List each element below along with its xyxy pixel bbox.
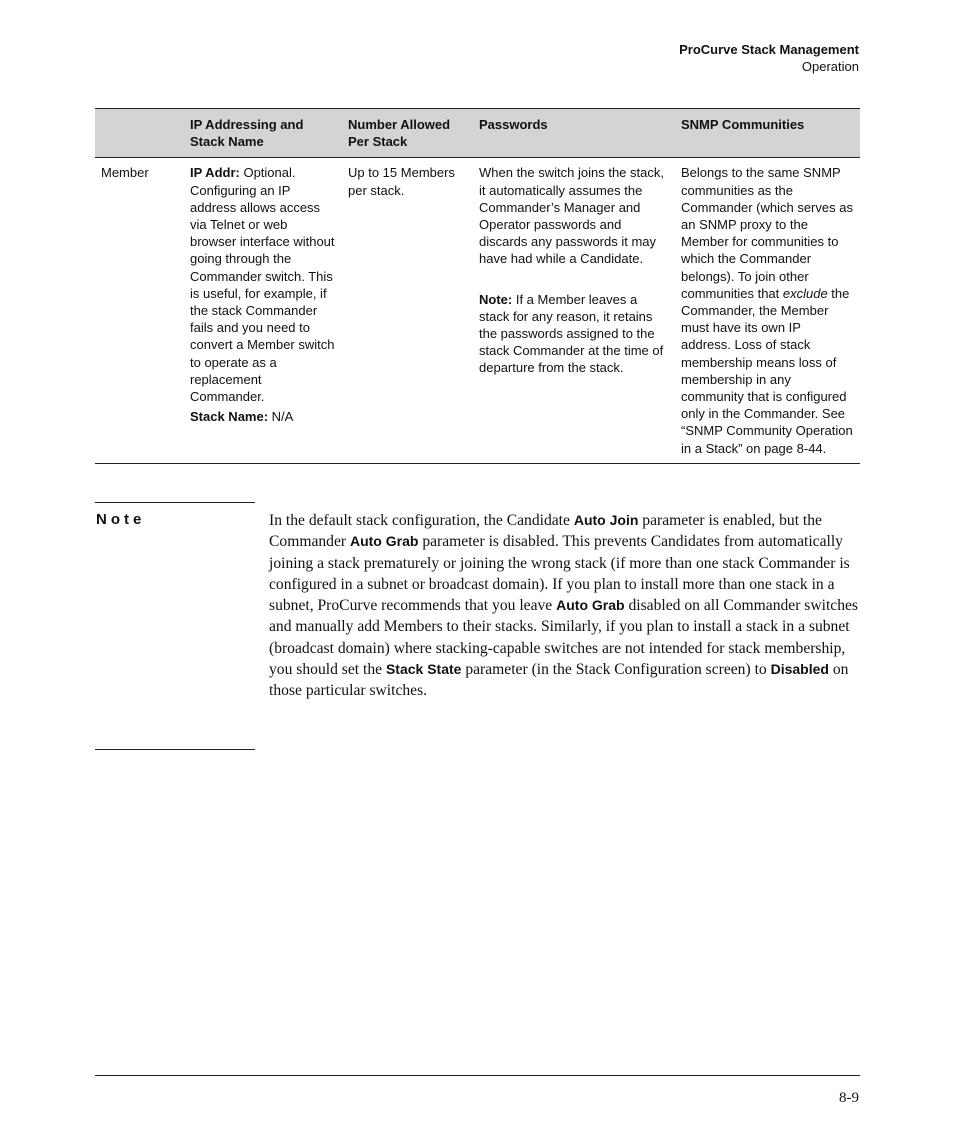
stack-state-keyword: Stack State (385, 661, 462, 678)
snmp-cell (675, 158, 860, 463)
note-text: parameter is enabled, but the Commander (269, 512, 822, 551)
column-header-ip-addressing: IP Addressing and Stack Name (184, 109, 342, 158)
auto-grab-keyword: Auto Grab (349, 533, 419, 550)
ip-addressing-cell (184, 158, 342, 463)
passwords-note-text: If a Member leaves a stack for any reason, it retains the passwords assigned to the stack Commander at the time of departure from the stack. (479, 291, 664, 376)
row-label: Member (95, 158, 184, 463)
table-row (95, 158, 860, 463)
running-header (679, 41, 859, 75)
column-header-snmp: SNMP Communities (675, 109, 860, 158)
note-text: In the default stack configuration, the Candidate (269, 512, 574, 529)
column-header-number-allowed: Number Allowed Per Stack (342, 109, 473, 158)
ip-addr-paragraph (190, 164, 336, 405)
member-properties-table (95, 108, 860, 464)
passwords-note-paragraph (479, 291, 669, 377)
note-label: Note (96, 511, 146, 528)
note-text: parameter (in the Stack Configuration screen) to (461, 661, 771, 679)
footer-rule (95, 1075, 860, 1076)
stack-name-paragraph (190, 408, 336, 425)
snmp-text-part1: Belongs to the same SNMP communities as the Commander (which serves as an SNMP proxy to the Member for communities to which the Commander belongs). To join other communities that (681, 165, 853, 301)
table-header-row (95, 109, 860, 158)
disabled-keyword: Disabled (770, 661, 829, 678)
stack-name-text: N/A (268, 409, 294, 425)
note-top-rule (95, 502, 255, 503)
number-allowed-cell: Up to 15 Members per stack. (342, 158, 473, 463)
note-text: parameter is disabled. This prevents Candidates from automatically joining a stack prematurely or joining the wrong stack (if more than one stack Commander is configured in a subnet or broadcast domain). If you plan to install more than one stack in a subnet, ProCurve recommends that you leave (269, 533, 850, 615)
column-header-blank (95, 109, 184, 158)
snmp-text-part2: the Commander, the Member must have its own IP address. Loss of stack membership means loss of membership in any community that is configured only in the Commander. See “SNMP Community Operation in a Stack” on page 8-44. (681, 285, 853, 456)
passwords-cell (473, 158, 675, 463)
ip-addr-label: IP Addr: (190, 165, 240, 181)
note-text: disabled on all Commander switches and manually add Members to their stacks. Similarly, if you plan to install a stack in a subnet (broadcast domain) where stacking-capable switches are not intended for stack membership, you should set the (269, 597, 859, 679)
auto-grab-keyword: Auto Grab (556, 597, 625, 614)
auto-join-keyword: Auto Join (573, 512, 639, 528)
passwords-note-label: Note: (479, 291, 513, 307)
column-header-passwords: Passwords (473, 109, 675, 158)
stack-name-label: Stack Name: (190, 409, 269, 425)
ip-addr-text: Optional. Configuring an IP address allows access via Telnet or web browser interface without going through the Commander switch. This is useful, for example, if the stack Commander fails and you need to convert a Member switch to operate as a replacement Commander. (190, 165, 335, 405)
passwords-paragraph: When the switch joins the stack, it automatically assumes the Commander’s Manager and Operator passwords and discards any passwords it may have had while a Candidate. (479, 165, 664, 267)
page-number: 8-9 (839, 1090, 859, 1106)
note-body (269, 510, 859, 702)
note-text: on those particular switches. (269, 661, 849, 700)
snmp-emphasis: exclude (782, 285, 828, 301)
note-bottom-rule (95, 749, 255, 750)
section-title: ProCurve Stack Management (679, 42, 859, 57)
section-subtitle: Operation (801, 59, 859, 74)
